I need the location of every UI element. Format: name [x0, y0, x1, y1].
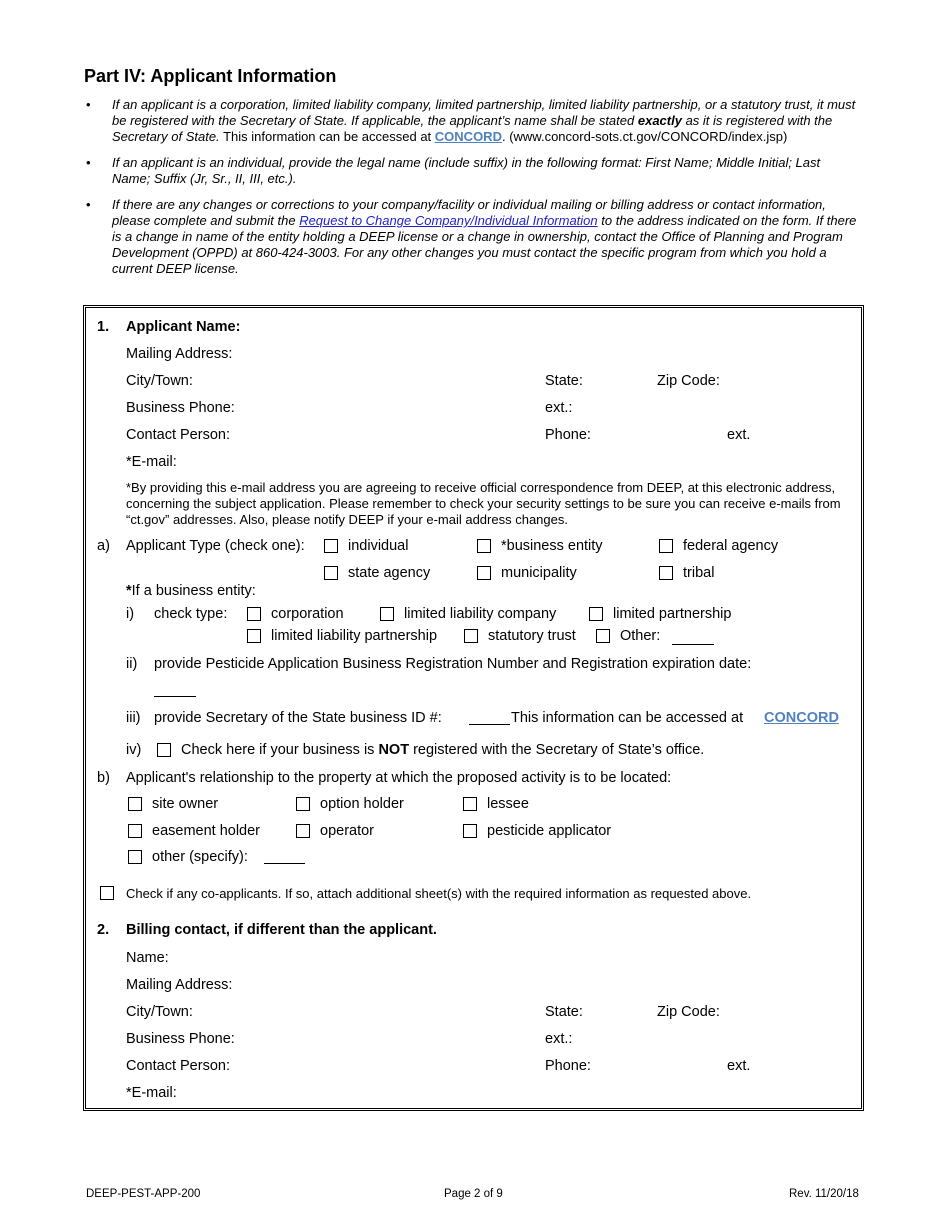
billing-business-phone-label: Business Phone:: [126, 1031, 235, 1047]
subitem-roman: ii): [126, 656, 138, 672]
section-number: 1.: [97, 319, 110, 335]
pesticide-applicator-checkbox[interactable]: [463, 824, 477, 838]
lessee-checkbox[interactable]: [463, 797, 477, 811]
business-entity-checkbox[interactable]: [477, 539, 491, 553]
state-agency-checkbox[interactable]: [324, 566, 338, 580]
co-applicants-checkbox[interactable]: [100, 886, 114, 900]
option-label: state agency: [348, 565, 431, 581]
footer-form-id: DEEP-PEST-APP-200: [86, 1188, 201, 1200]
item-letter: b): [97, 770, 110, 786]
option-label: option holder: [320, 796, 404, 812]
check-type-label: check type:: [154, 606, 228, 622]
option-label: easement holder: [152, 823, 261, 839]
option-label: individual: [348, 538, 409, 554]
business-entity-subheading-text: If a business entity:: [131, 583, 256, 599]
instruction-text: as it is registered with the Secretary of State.: [112, 113, 833, 144]
corporation-checkbox[interactable]: [247, 607, 261, 621]
limited-partnership-checkbox[interactable]: [589, 607, 603, 621]
email-consent-note: *By providing this e-mail address you are agreeing to receive official correspondence from DEEP, at this electronic address, concerning the subject application. Please remember to check your security settings to be sure you can receive e-mails from “ct.gov” addresses. Also, please notify DEEP if your e-mail address changes.: [126, 480, 841, 527]
billing-contact-heading: Billing contact, if different than the applicant.: [126, 922, 437, 938]
applicant-type-label: Applicant Type (check one):: [126, 538, 305, 554]
option-label: municipality: [501, 565, 577, 581]
email-label: *E-mail:: [126, 454, 177, 470]
statutory-trust-checkbox[interactable]: [464, 629, 478, 643]
instruction-item-changes: [84, 197, 860, 277]
not-registered-text: registered with the Secretary of State’s office.: [413, 742, 705, 758]
instruction-item-individual: • If an applicant is an individual, provide the legal name (include suffix) in the following format: First Name; Middle Initial; Last Name; Suffix (Jr, Sr., II, III, etc.).: [84, 155, 860, 187]
concord-link[interactable]: CONCORD: [764, 710, 839, 726]
pesticide-registration-field[interactable]: [154, 696, 196, 697]
applicant-name-label: Applicant Name:: [126, 319, 241, 335]
state-label: State:: [545, 373, 583, 389]
subitem-roman: iv): [126, 742, 142, 758]
sos-business-id-field[interactable]: [469, 724, 510, 725]
footer-page-number: Page 2 of 9: [444, 1188, 503, 1200]
sos-access-text: This information can be accessed at: [511, 710, 744, 726]
concord-url: . (www.concord-sots.ct.gov/CONCORD/index.jsp): [501, 129, 788, 144]
option-label: limited liability partnership: [271, 628, 438, 644]
option-label: limited liability company: [404, 606, 557, 622]
subitem-roman: iii): [126, 710, 141, 726]
not-registered-checkbox[interactable]: [157, 743, 171, 757]
option-label: federal agency: [683, 538, 779, 554]
site-owner-checkbox[interactable]: [128, 797, 142, 811]
llp-checkbox[interactable]: [247, 629, 261, 643]
municipality-checkbox[interactable]: [477, 566, 491, 580]
instruction-text: to the address indicated on the form. If there is a change in name of the entity holding a DEEP license or a change in ownership, contact the Office of Planning and Program Development (OPPD) at 860-424-3003. For any other changes you must contact the specific program from which you hold a current DEEP license.: [112, 213, 857, 276]
option-label: statutory trust: [488, 628, 576, 644]
not-emphasis: NOT: [378, 742, 410, 758]
option-label: site owner: [152, 796, 219, 812]
instruction-text: If an applicant is a corporation, limited liability company, limited partnership, limited liability partnership, or a statutory trust, it must be registered with the Secretary of State. If applicable, the applicant’s name shall be stated: [112, 97, 856, 128]
billing-state-label: State:: [545, 1004, 583, 1020]
city-town-label: City/Town:: [126, 373, 193, 389]
option-label: corporation: [271, 606, 344, 622]
option-label: tribal: [683, 565, 715, 581]
option-label: *business entity: [501, 538, 603, 554]
billing-mailing-address-label: Mailing Address:: [126, 977, 233, 993]
business-entity-subheading: [126, 583, 256, 599]
option-label: other (specify):: [152, 849, 248, 865]
zip-code-label: Zip Code:: [657, 373, 720, 389]
billing-contact-person-label: Contact Person:: [126, 1058, 230, 1074]
request-change-link[interactable]: Request to Change Company/Individual Information: [299, 213, 598, 228]
operator-checkbox[interactable]: [296, 824, 310, 838]
billing-name-label: Name:: [126, 950, 169, 966]
option-label: operator: [320, 823, 375, 839]
instruction-item-registration: [84, 97, 860, 145]
billing-email-label: *E-mail:: [126, 1085, 177, 1101]
llc-checkbox[interactable]: [380, 607, 394, 621]
page-title: Part IV: Applicant Information: [84, 66, 337, 86]
option-holder-checkbox[interactable]: [296, 797, 310, 811]
section-number: 2.: [97, 922, 110, 938]
item-letter: a): [97, 538, 110, 554]
option-label: lessee: [487, 796, 529, 812]
not-registered-label: [181, 742, 704, 758]
business-phone-ext-label: ext.:: [545, 400, 573, 416]
billing-city-town-label: City/Town:: [126, 1004, 193, 1020]
other-type-checkbox[interactable]: [596, 629, 610, 643]
easement-holder-checkbox[interactable]: [128, 824, 142, 838]
footer-revision: Rev. 11/20/18: [789, 1188, 859, 1200]
billing-business-phone-ext-label: ext.:: [545, 1031, 573, 1047]
phone-label: Phone:: [545, 427, 591, 443]
concord-link[interactable]: CONCORD: [434, 129, 502, 144]
mailing-address-label: Mailing Address:: [126, 346, 233, 362]
billing-phone-ext-label: ext.: [727, 1058, 751, 1074]
tribal-checkbox[interactable]: [659, 566, 673, 580]
instruction-emphasis: exactly: [637, 113, 682, 128]
option-label: Other:: [620, 628, 661, 644]
asterisk: *: [126, 583, 132, 599]
contact-person-label: Contact Person:: [126, 427, 230, 443]
other-relationship-field[interactable]: [264, 863, 305, 864]
business-phone-label: Business Phone:: [126, 400, 235, 416]
billing-zip-code-label: Zip Code:: [657, 1004, 720, 1020]
sos-business-id-label: provide Secretary of the State business ID #:: [154, 710, 442, 726]
instruction-text: This information can be accessed at: [223, 129, 432, 144]
option-label: pesticide applicator: [487, 823, 612, 839]
not-registered-text: Check here if your business is: [181, 742, 375, 758]
relationship-label: Applicant's relationship to the property at which the proposed activity is to be located:: [126, 770, 672, 786]
option-label: limited partnership: [613, 606, 732, 622]
billing-phone-label: Phone:: [545, 1058, 591, 1074]
instructions-list: [84, 97, 860, 287]
other-type-field[interactable]: [672, 628, 714, 644]
subitem-roman: i): [126, 606, 135, 622]
federal-agency-checkbox[interactable]: [659, 539, 673, 553]
other-type-underline[interactable]: [672, 643, 714, 645]
phone-ext-label: ext.: [727, 427, 751, 443]
other-relationship-checkbox[interactable]: [128, 850, 142, 864]
co-applicants-label: Check if any co-applicants. If so, attach additional sheet(s) with the required information as requested above.: [126, 886, 752, 901]
instruction-text: If there are any changes or corrections to your company/facility or individual mailing or billing address or contact information, please complete and submit the: [112, 197, 826, 228]
pesticide-registration-label: provide Pesticide Application Business Registration Number and Registration expiration date:: [154, 656, 752, 672]
individual-checkbox[interactable]: [324, 539, 338, 553]
